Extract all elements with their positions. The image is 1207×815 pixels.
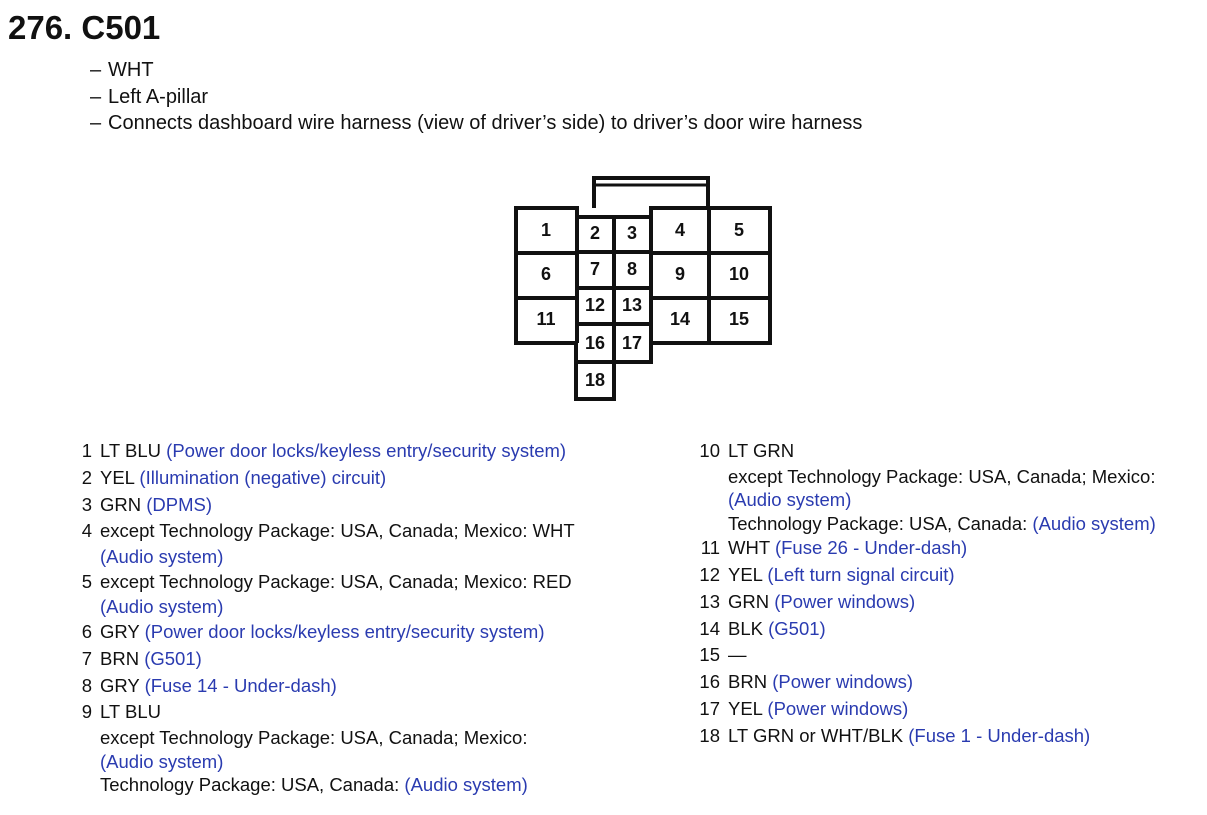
wire-info: LT GRN	[728, 440, 795, 461]
wire-info: Technology Package: USA, Canada:	[728, 512, 1028, 534]
pin-number: 17	[699, 698, 720, 720]
pin-label-18: 18	[584, 370, 606, 390]
pin-description-line	[92, 595, 662, 619]
pin-number: 18	[699, 724, 720, 746]
wire-info: GRN	[100, 493, 142, 515]
pin-number: 16	[699, 671, 720, 693]
pin-description	[92, 492, 662, 519]
pin-label-16: 16	[584, 333, 606, 353]
pin-row-3	[62, 492, 662, 519]
wire-info: BRN	[728, 671, 768, 693]
pin-row-1	[62, 438, 662, 465]
pin-row-14	[690, 616, 1205, 643]
pin-label-15: 15	[728, 309, 750, 329]
pin-row-2	[62, 465, 662, 492]
pin-number: 8	[81, 674, 92, 696]
circuit-link[interactable]: (Power windows)	[767, 698, 909, 720]
pin-row-4	[62, 518, 662, 568]
pin-row-18	[690, 723, 1205, 750]
pin-number: 15	[699, 644, 720, 666]
note-color: – WHT	[90, 57, 862, 84]
pin-description-line	[720, 696, 1205, 723]
pin-label-11: 11	[536, 309, 556, 329]
circuit-link[interactable]: (Audio system)	[1032, 512, 1156, 534]
pin-description-line	[92, 699, 662, 726]
circuit-link[interactable]: (Audio system)	[404, 774, 528, 796]
wire-info: except Technology Package: USA, Canada; Mexico: WHT	[100, 520, 575, 542]
circuit-link[interactable]: (Illumination (negative) circuit)	[139, 466, 387, 488]
note-dash: –	[90, 59, 102, 81]
pin-label-8: 8	[626, 259, 638, 279]
pin-number: 3	[81, 493, 92, 515]
pin-description	[720, 642, 1205, 669]
pin-row-17	[690, 696, 1205, 723]
pin-row-12	[690, 562, 1205, 589]
circuit-link[interactable]: (Audio system)	[100, 596, 224, 618]
pin-description-line	[92, 465, 662, 492]
wire-info: except Technology Package: USA, Canada; Mexico: RED	[100, 570, 572, 592]
pin-description-line	[92, 773, 662, 797]
circuit-link[interactable]: (G501)	[768, 617, 826, 639]
pin-description	[720, 616, 1205, 643]
pin-description	[720, 589, 1205, 616]
pin-description	[720, 438, 1205, 535]
pin-description	[92, 646, 662, 673]
circuit-link[interactable]: (Audio system)	[728, 489, 852, 511]
wire-info: YEL	[728, 698, 763, 720]
wire-info: Technology Package: USA, Canada:	[100, 774, 400, 796]
pin-description-line	[720, 512, 1205, 536]
pin-row-16	[690, 669, 1205, 696]
pin-description-line	[720, 488, 1205, 512]
circuit-link[interactable]: (Audio system)	[100, 750, 224, 772]
pin-description-line	[720, 589, 1205, 616]
pin-number: 13	[699, 590, 720, 612]
pin-label-13: 13	[621, 295, 643, 315]
pin-description-line	[92, 673, 662, 700]
pin-description	[92, 699, 662, 796]
pin-label-3: 3	[626, 223, 638, 243]
pin-description-line	[92, 518, 662, 545]
circuit-link[interactable]: (Power door locks/keyless entry/security system)	[144, 620, 545, 642]
pin-label-7: 7	[589, 259, 601, 279]
pin-description-line	[92, 750, 662, 774]
wire-info: GRN	[728, 590, 770, 612]
pin-description-line	[720, 723, 1205, 750]
note-connects: – Connects dashboard wire harness (view of driver’s side) to driver’s door wire harness	[90, 110, 862, 137]
wire-info: BLK	[728, 617, 763, 639]
wire-info: LT GRN or WHT/BLK	[728, 724, 904, 746]
wire-info: BRN	[100, 647, 140, 669]
pin-description-line	[92, 646, 662, 673]
circuit-link[interactable]: (Left turn signal circuit)	[767, 564, 955, 586]
wire-info: except Technology Package: USA, Canada; Mexico:	[100, 727, 528, 749]
pin-number: 12	[699, 564, 720, 586]
pin-row-6	[62, 619, 662, 646]
pin-number: 11	[700, 537, 720, 559]
pin-label-4: 4	[674, 220, 686, 240]
circuit-link[interactable]: (G501)	[144, 647, 202, 669]
connector-outline	[516, 208, 770, 399]
circuit-link[interactable]: (Fuse 26 - Under-dash)	[774, 537, 968, 559]
pin-label-6: 6	[540, 264, 552, 284]
pin-description-line	[92, 569, 662, 596]
pin-label-9: 9	[674, 264, 686, 284]
wire-info: WHT	[728, 537, 770, 559]
pin-description-line	[92, 726, 662, 750]
pin-description	[92, 619, 662, 646]
wire-info: GRY	[100, 620, 140, 642]
pin-description-line	[720, 465, 1205, 489]
circuit-link[interactable]: (Power door locks/keyless entry/security system)	[166, 440, 567, 461]
pin-description-line	[92, 545, 662, 569]
wire-info: YEL	[728, 564, 763, 586]
pin-label-5: 5	[733, 220, 745, 240]
wire-info: —	[728, 644, 747, 666]
pin-number: 7	[81, 647, 92, 669]
pin-label-10: 10	[728, 264, 750, 284]
pin-number: 5	[81, 570, 92, 592]
pin-description-line	[720, 562, 1205, 589]
circuit-link[interactable]: (Power windows)	[774, 590, 916, 612]
wire-info: except Technology Package: USA, Canada; Mexico:	[728, 465, 1156, 487]
pin-row-15	[690, 642, 1205, 669]
circuit-link[interactable]: (Audio system)	[100, 546, 224, 568]
pin-number: 2	[81, 466, 92, 488]
pin-label-1: 1	[540, 220, 552, 240]
pin-description	[720, 562, 1205, 589]
pin-row-13	[690, 589, 1205, 616]
pin-description	[92, 518, 662, 568]
pin-number: 1	[81, 440, 92, 461]
pin-number: 9	[81, 701, 92, 723]
pin-description-line	[720, 438, 1205, 465]
pin-number: 4	[81, 520, 92, 542]
wire-info: LT BLU	[100, 440, 162, 461]
pin-description-line	[720, 535, 1205, 562]
pin-description-line	[92, 619, 662, 646]
pin-description	[720, 696, 1205, 723]
pin-description	[92, 673, 662, 700]
pin-description	[92, 438, 662, 465]
pin-row-7	[62, 646, 662, 673]
wire-info: LT BLU	[100, 701, 162, 723]
pin-list-left	[62, 438, 662, 797]
pin-number: 14	[699, 617, 720, 639]
pin-description	[92, 569, 662, 619]
pin-row-5	[62, 569, 662, 619]
pin-label-12: 12	[584, 295, 606, 315]
connector-latch	[594, 178, 708, 208]
pin-description	[720, 535, 1205, 562]
note-location: – Left A-pillar	[90, 84, 862, 111]
circuit-link[interactable]: (Power windows)	[772, 671, 914, 693]
pin-row-11	[690, 535, 1205, 562]
pin-label-14: 14	[669, 309, 691, 329]
pin-row-10	[690, 438, 1205, 535]
pin-description	[720, 723, 1205, 750]
pin-description-line	[92, 492, 662, 519]
pin-number: 6	[81, 620, 92, 642]
pin-description-line	[92, 438, 662, 465]
circuit-link[interactable]: (Fuse 14 - Under-dash)	[144, 674, 337, 696]
wire-info: YEL	[100, 466, 135, 488]
pin-description	[92, 465, 662, 492]
circuit-link[interactable]: (Fuse 1 - Under-dash)	[908, 724, 1091, 746]
pin-description-line	[720, 669, 1205, 696]
pin-description-line	[720, 642, 1205, 669]
note-dash: –	[90, 85, 102, 108]
pin-row-8	[62, 673, 662, 700]
pin-row-9	[62, 699, 662, 796]
pin-label-2: 2	[589, 223, 601, 243]
note-dash: –	[90, 112, 102, 134]
pin-number: 10	[699, 440, 720, 461]
wire-info: GRY	[100, 674, 140, 696]
pin-label-17: 17	[621, 333, 643, 353]
page-title: 276. C501	[8, 9, 161, 46]
circuit-link[interactable]: (DPMS)	[146, 493, 213, 515]
pin-description-line	[720, 616, 1205, 643]
pin-list-right	[690, 438, 1205, 750]
pin-description	[720, 669, 1205, 696]
